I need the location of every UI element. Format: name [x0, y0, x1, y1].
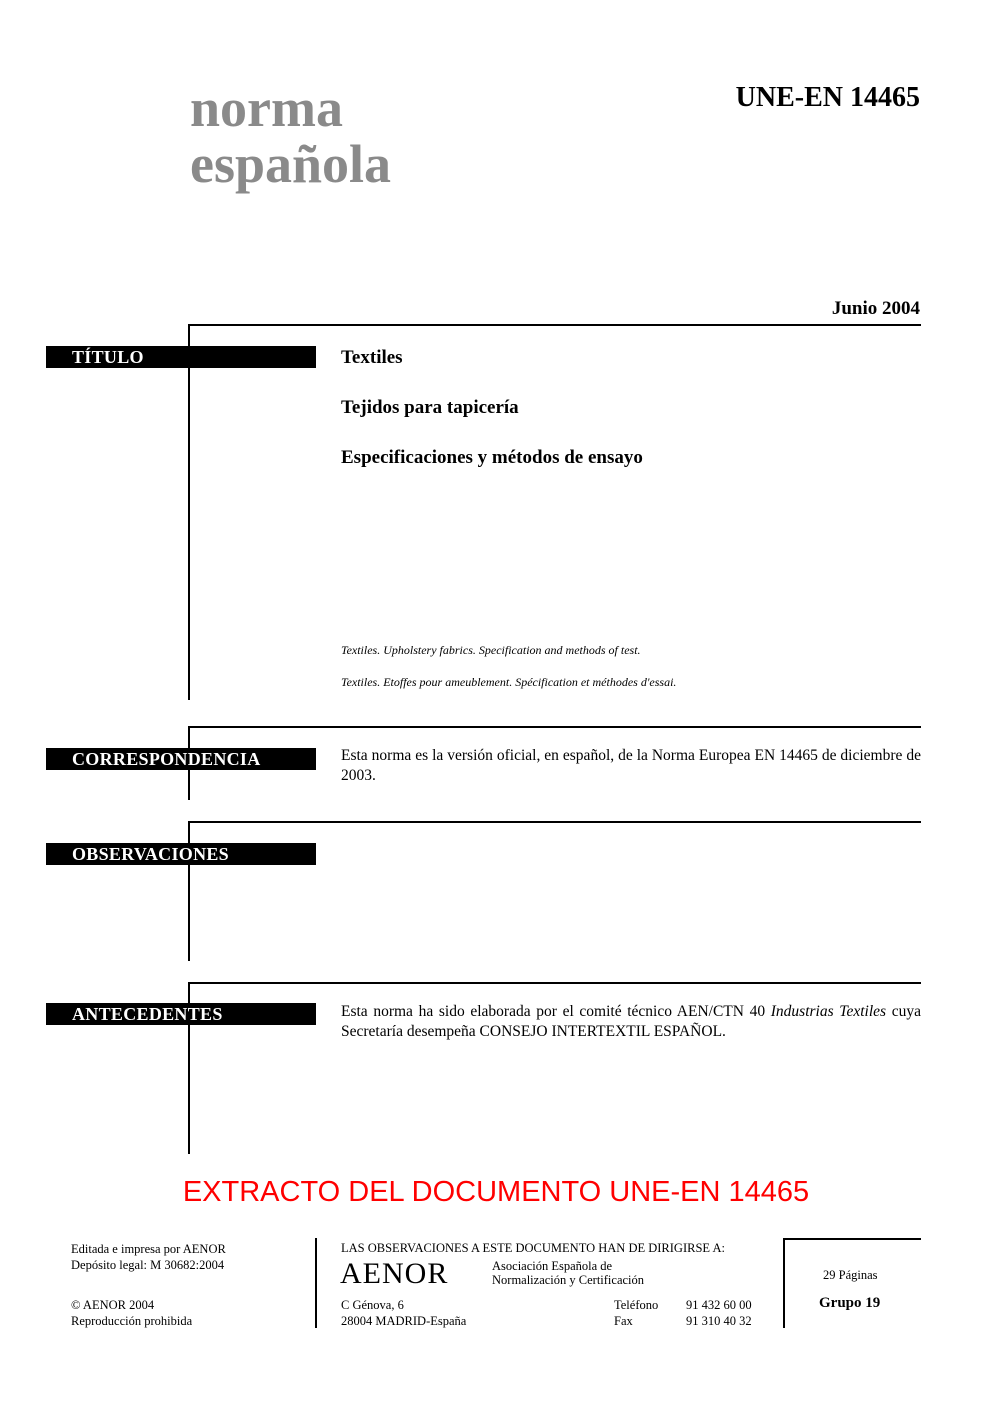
title-line-2: Tejidos para tapicería — [341, 397, 519, 418]
title-english: Textiles. Upholstery fabrics. Specification and methods of test. — [341, 643, 641, 657]
footer-reproduction: Reproducción prohibida — [71, 1314, 193, 1328]
footer-divider-left — [315, 1238, 317, 1328]
correspondencia-top-rule — [188, 726, 921, 728]
titulo-label: TÍTULO — [46, 346, 316, 368]
observaciones-top-rule — [188, 821, 921, 823]
footer-address — [341, 1297, 466, 1329]
footer-left-top — [71, 1241, 226, 1273]
footer-contact-numbers — [686, 1297, 752, 1329]
extract-notice: EXTRACTO DEL DOCUMENTO UNE-EN 14465 — [182, 1176, 810, 1208]
title-line-1: Textiles — [341, 347, 403, 368]
correspondencia-label: CORRESPONDENCIA — [46, 748, 316, 770]
fax-label: Fax — [614, 1314, 633, 1328]
footer-edited-by: Editada e impresa por AENOR — [71, 1242, 226, 1256]
fax-number: 91 310 40 32 — [686, 1314, 752, 1328]
aenor-org-line-2: Normalización y Certificación — [492, 1273, 645, 1287]
title-french: Textiles. Etoffes pour ameublement. Spécification et méthodes d'essai. — [341, 675, 677, 689]
footer-contact-heading: LAS OBSERVACIONES A ESTE DOCUMENTO HAN DE DIRIGIRSE A: — [341, 1241, 725, 1255]
titulo-left-rule — [188, 324, 190, 700]
correspondencia-text: Esta norma es la versión oficial, en español, de la Norma Europea EN 14465 de diciembre de 2003. — [341, 747, 921, 784]
antecedentes-top-rule — [188, 982, 921, 984]
brand-line-2: española — [190, 134, 392, 194]
observaciones-left-rule — [188, 821, 190, 961]
committee-name: Industrias Textiles — [770, 1003, 887, 1020]
phone-number: 91 432 60 00 — [686, 1298, 752, 1312]
price-group: Grupo 19 — [819, 1295, 881, 1311]
page-count: 29 Páginas — [823, 1268, 878, 1282]
standard-code: UNE-EN 14465 — [735, 82, 920, 113]
antecedentes-text-start: Esta norma ha sido elaborada por el comité técnico AEN/CTN 40 — [341, 1003, 771, 1020]
title-line-3: Especificaciones y métodos de ensayo — [341, 447, 643, 468]
publication-date: Junio 2004 — [831, 298, 920, 319]
phone-label: Teléfono — [614, 1298, 659, 1312]
antecedentes-label: ANTECEDENTES — [46, 1003, 316, 1025]
antecedentes-text — [341, 1002, 921, 1042]
address-city: 28004 MADRID-España — [341, 1314, 467, 1328]
address-street: C Génova, 6 — [341, 1298, 404, 1312]
footer-left-bottom — [71, 1297, 192, 1329]
aenor-org-line-1: Asociación Española de — [492, 1259, 613, 1273]
observaciones-label: OBSERVACIONES — [46, 843, 316, 865]
titulo-top-rule — [188, 324, 921, 326]
antecedentes-text-end: cuya Secretaría desempeña CONSEJO INTERTEXTIL ESPAÑOL. — [341, 1003, 921, 1040]
aenor-org-name — [492, 1259, 644, 1287]
aenor-logo: AENOR — [340, 1257, 449, 1290]
footer-copyright: © AENOR 2004 — [71, 1298, 155, 1312]
brand-wordmark — [190, 80, 391, 192]
footer-box-top-rule — [783, 1238, 921, 1240]
footer-legal-deposit: Depósito legal: M 30682:2004 — [71, 1258, 225, 1272]
footer-contact-labels — [614, 1297, 658, 1329]
brand-line-1: norma — [190, 78, 343, 138]
footer-box-left-rule — [783, 1238, 785, 1328]
